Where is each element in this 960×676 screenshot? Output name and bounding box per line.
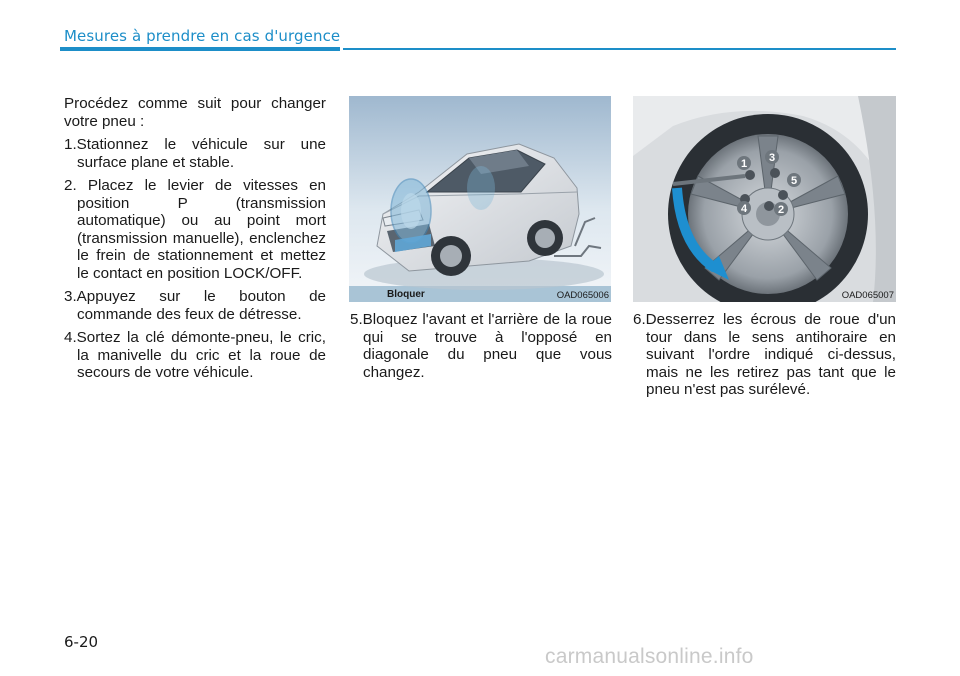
header-rule	[343, 48, 896, 50]
wheel-illustration	[633, 96, 896, 302]
step-3: 3.Appuyez sur le bouton de commande des feux de détresse.	[64, 288, 326, 323]
section-title: Mesures à prendre en cas d'urgence	[64, 27, 341, 45]
figure-wheel-chock	[349, 96, 611, 302]
column-step-6	[633, 311, 896, 405]
nut-number-1: 1	[740, 158, 748, 170]
column-step-5	[350, 311, 612, 387]
page-number: 6-20	[64, 633, 99, 651]
step-4: 4.Sortez la clé démonte-pneu, le cric, la manivelle du cric et la roue de secours de votre véhicule.	[64, 329, 326, 381]
intro-text: Procédez comme suit pour changer votre pneu :	[64, 95, 326, 130]
lug-nut-3	[770, 168, 780, 178]
nut-number-2: 2	[777, 204, 785, 216]
lug-nut-2	[764, 201, 774, 211]
column-instructions	[64, 95, 326, 388]
figure-code: OAD065007	[841, 290, 894, 301]
car-illustration	[349, 96, 611, 302]
lug-nut-5	[778, 190, 788, 200]
step-1: 1.Stationnez le véhicule sur une surface plane et stable.	[64, 136, 326, 171]
figure-label-chock: Bloquer	[387, 289, 425, 300]
figure-lug-nuts	[633, 96, 896, 302]
step-5: 5.Bloquez l'avant et l'arrière de la roue qui se trouve à l'opposé en diagonale du pneu que vous changez.	[350, 311, 612, 381]
header-rule-accent	[60, 47, 340, 51]
step-2: 2. Placez le levier de vitesses en position P (transmission automatique) ou au point mort (transmission manuelle), enclenchez le frein de stationnement et mettez le contact en position LOCK/OFF.	[64, 177, 326, 282]
lug-nut-1	[745, 170, 755, 180]
watermark: carmanualsonline.info	[545, 645, 754, 668]
step-6: 6.Desserrez les écrous de roue d'un tour dans le sens antihoraire en suivant l'ordre indiqué ci-dessus, mais ne les retirez pas tant que le pneu n'est pas surélevé.	[633, 311, 896, 398]
nut-number-5: 5	[790, 175, 798, 187]
nut-number-4: 4	[740, 203, 748, 215]
nut-number-3: 3	[768, 152, 776, 164]
figure-code: OAD065006	[556, 290, 609, 301]
